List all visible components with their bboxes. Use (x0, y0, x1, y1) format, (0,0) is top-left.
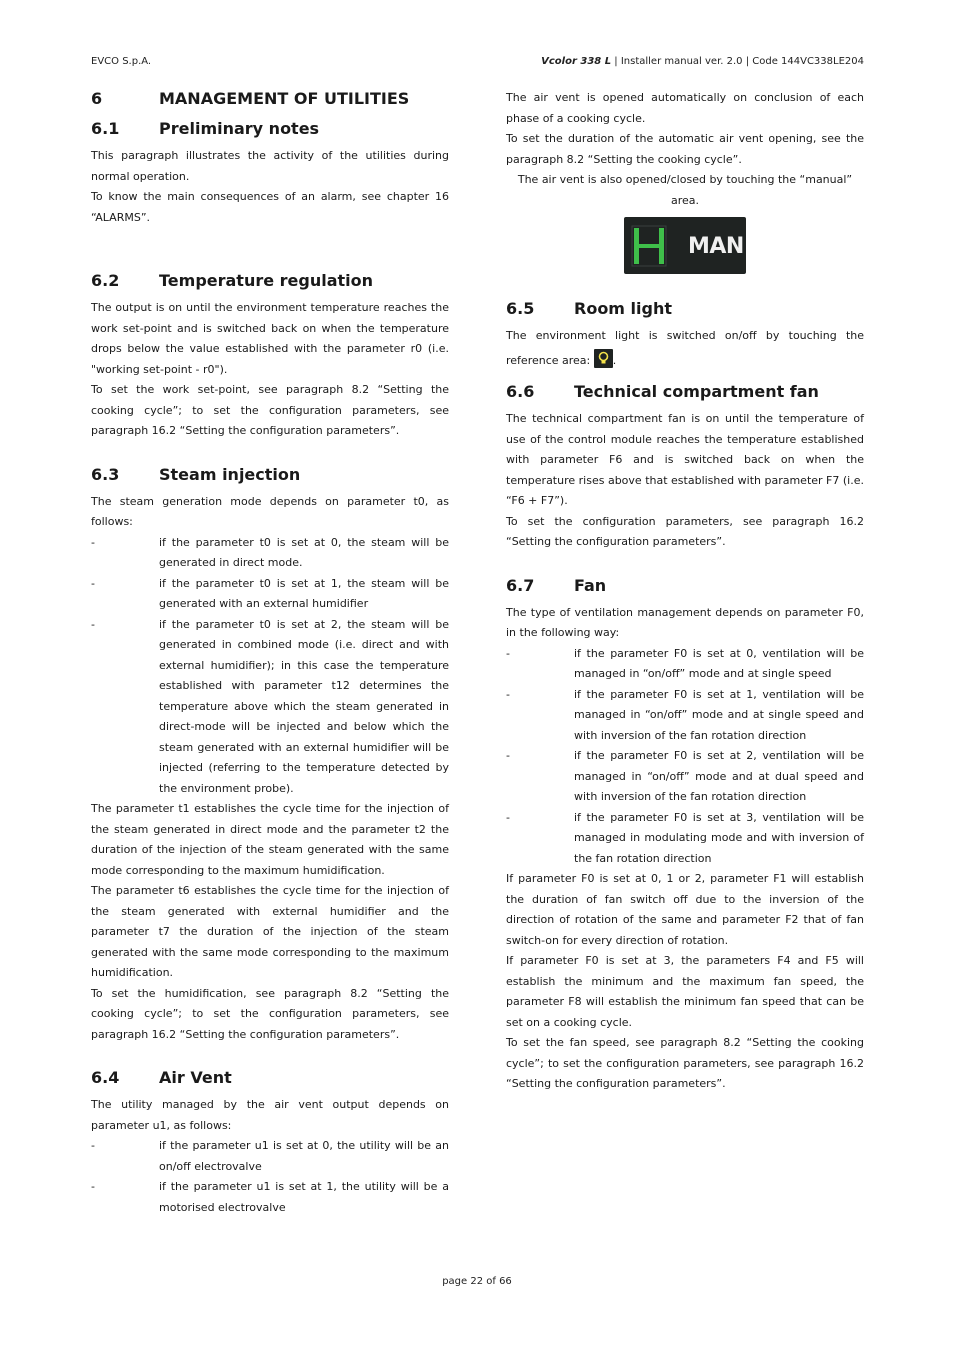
section-6-7-para-4: To set the fan speed, see paragraph 8.2 “Setting the cooking cycle”; to set the configuration parameters, see paragraph 16.2 “Setting the configuration parameters”. (506, 1036, 864, 1090)
section-6-7-para-1: The type of ventilation management depends on parameter F0, in the following way: (506, 605, 864, 639)
list-item: - if the parameter t0 is set at 1, the steam will be generated with an external humidifier (91, 576, 449, 610)
list-item: - if the parameter t0 is set at 0, the steam will be generated in direct mode. (91, 535, 449, 569)
section-6-3-para-1: The steam generation mode depends on parameter t0, as follows: (91, 494, 449, 528)
section-6-6-para-1: The technical compartment fan is on until the temperature of use of the control module reaches the temperature established with parameter F6 and is switched back on when the temperature rises above that established with parameter F7 (i.e. “F6 + F7”). (506, 412, 864, 507)
section-6-7-para-2: If parameter F0 is set at 0, 1 or 2, parameter F1 will establish the duration of fan switch off due to the inversion of the direction of rotation of the same and parameter F2 that of fan switch-on for every direction of rotation. (506, 872, 864, 947)
section-6-6-heading: 6.6 Technical compartment fan (506, 382, 819, 401)
list-item: - if the parameter F0 is set at 2, ventilation will be managed in “on/off” mode and at dual speed and with inversion of the fan rotation direction (506, 749, 864, 803)
section-6-1-heading: 6.1 Preliminary notes (91, 119, 320, 138)
section-6-7-heading: 6.7 Fan (506, 575, 607, 595)
section-6-2-heading: 6.2 Temperature regulation (91, 271, 374, 290)
manual-air-vent-icon (624, 217, 746, 274)
section-6-4-heading: 6.4 Air Vent (91, 1068, 232, 1087)
header-document-info (541, 56, 864, 67)
section-6-3-para-3: The parameter t6 establishes the cycle time for the injection of the steam generated with external humidifier and the parameter t7 the duration of the injection of the steam generated with the same mode corresponding to the maximum humidification. (91, 884, 449, 979)
list-item: - if the parameter F0 is set at 0, ventilation will be managed in “on/off” mode and at single speed (506, 646, 864, 680)
list-item: - if the parameter u1 is set at 0, the utility will be an on/off electrovalve (91, 1139, 449, 1173)
header-info: | Installer manual ver. 2.0 | Code 144VC338LE204 (611, 56, 864, 67)
air-vent-para-3: The air vent is also opened/closed by touching the “manual” area. (517, 173, 853, 207)
section-6-3-para-4: To set the humidification, see paragraph 8.2 “Setting the cooking cycle”; to set the configuration parameters, see paragraph 16.2 “Setting the configuration parameters”. (91, 986, 449, 1041)
section-6-1-para-1: This paragraph illustrates the activity of the utilities during normal operation. (91, 149, 449, 183)
section-6-4-para-1: The utility managed by the air vent output depends on parameter u1, as follows: (91, 1098, 449, 1132)
section-6-3-para-2: The parameter t1 establishes the cycle time for the injection of the steam generated in direct mode and the parameter t2 the duration of the injection of the steam generated with the same mode corresponding to the maximum humidification. (91, 802, 449, 877)
section-6-5-heading: 6.5 Room light (506, 299, 673, 318)
section-6-7-para-3: If parameter F0 is set at 3, the parameters F4 and F5 will establish the minimum and the maximum fan speed, the parameter F8 will establish the minimum fan speed that can be set on a cooking cycle. (506, 954, 864, 1029)
header-company: EVCO S.p.A. (91, 56, 152, 67)
section-6-3-heading: 6.3 Steam injection (91, 464, 301, 484)
left-column (91, 88, 449, 1218)
section-6-6-para-2: To set the configuration parameters, see paragraph 16.2 “Setting the configuration parameters”. (506, 514, 864, 548)
page-number: page 22 of 66 (442, 1276, 512, 1287)
section-6-1-para-2: To know the main consequences of an alarm, see chapter 16 “ALARMS”. (91, 190, 449, 224)
section-6-heading: 6 MANAGEMENT OF UTILITIES (91, 89, 410, 108)
list-item: - if the parameter F0 is set at 3, ventilation will be managed in modulating mode and with inversion of the fan rotation direction (506, 810, 864, 865)
section-6-5-para-1-line: The environment light is switched on/off by touching the (506, 329, 864, 342)
vent-symbol-icon (630, 225, 668, 267)
air-vent-para-1: The air vent is opened automatically on conclusion of each phase of a cooking cycle. (506, 91, 864, 125)
light-bulb-icon (594, 349, 613, 368)
list-item: - if the parameter u1 is set at 1, the utility will be a motorised electrovalve (91, 1180, 449, 1214)
section-6-2-para-2: To set the work set-point, see paragraph 8.2 “Setting the cooking cycle”; to set the configuration parameters, see paragraph 16.2 “Setting the configuration parameters”. (91, 383, 449, 437)
right-column (506, 88, 864, 1095)
list-item: - if the parameter F0 is set at 1, ventilation will be managed in “on/off” mode and at single speed and with inversion of the fan rotation direction (506, 687, 864, 742)
air-vent-para-2: To set the duration of the automatic air vent opening, see the paragraph 8.2 “Setting the cooking cycle”. (506, 132, 864, 166)
section-6-5-para-1-end: reference area: . (506, 349, 864, 372)
man-label: MAN (688, 234, 744, 259)
header-product: Vcolor 338 L (541, 56, 612, 67)
list-item: - if the parameter t0 is set at 2, the steam will be generated in combined mode (i.e. direct and with external humidifier); in this case the temperature established with parameter t12 determines the temperature above which the steam generated in direct-mode will be injected and below which the steam generated with an external humidifier will be injected (referring to the temperature detected by the environment probe). (91, 617, 449, 795)
section-6-2-para-1: The output is on until the environment temperature reaches the work set-point and is switched back on when the temperature drops below the value established with the parameter r0 (i.e. "working set-point - r0"). (91, 301, 449, 376)
